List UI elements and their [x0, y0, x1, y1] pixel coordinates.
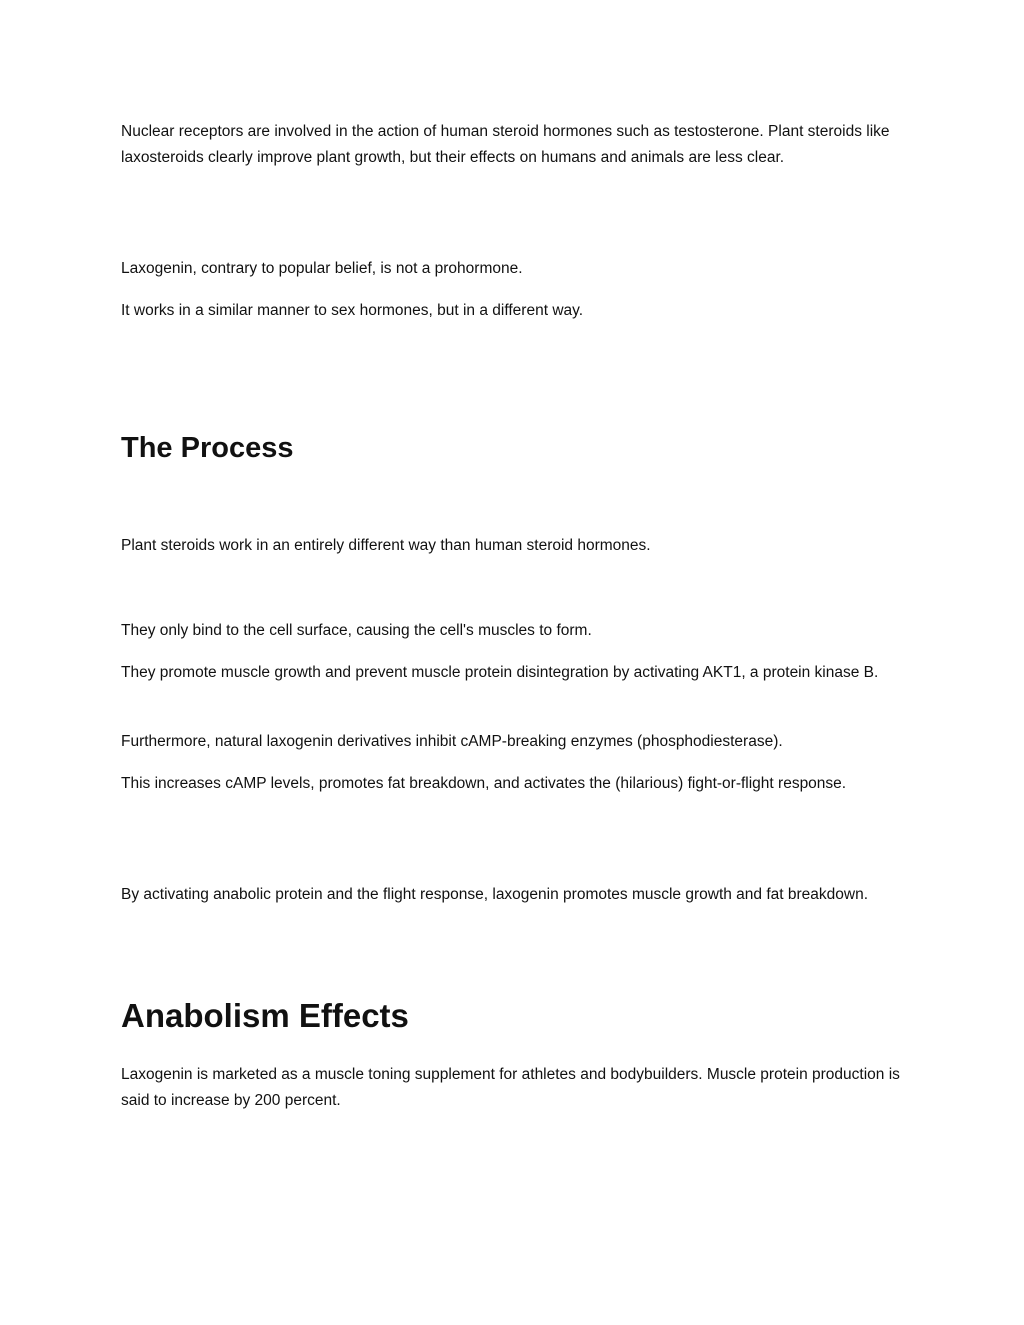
paragraph-plant-steroids: Plant steroids work in an entirely different way than human steroid hormones.	[121, 537, 651, 554]
paragraph-anabolic-protein: By activating anabolic protein and the flight response, laxogenin promotes muscle growth and fat breakdown.	[121, 886, 869, 903]
paragraph-akt1: They promote muscle growth and prevent muscle protein disintegration by activating AKT1, a protein kinase B.	[121, 664, 879, 681]
paragraph-camp-enzymes: Furthermore, natural laxogenin derivatives inhibit cAMP-breaking enzymes (phosphodiesterase).	[121, 733, 783, 750]
paragraph-marketed-supplement: Laxogenin is marketed as a muscle toning supplement for athletes and bodybuilders. Muscle protein production is said to increase by 200 percent.	[121, 1066, 900, 1109]
paragraph-nuclear-receptors: Nuclear receptors are involved in the action of human steroid hormones such as testosterone. Plant steroids like laxosteroids clearly improve plant growth, but their effects on humans and animals are less clear.	[121, 123, 890, 166]
paragraph-works-similar: It works in a similar manner to sex hormones, but in a different way.	[121, 302, 584, 319]
heading-anabolism-effects: Anabolism Effects	[121, 997, 409, 1034]
paragraph-not-prohormone: Laxogenin, contrary to popular belief, is not a prohormone.	[121, 260, 523, 277]
paragraph-camp-levels: This increases cAMP levels, promotes fat breakdown, and activates the (hilarious) fight-or-flight response.	[121, 775, 847, 792]
paragraph-cell-surface: They only bind to the cell surface, causing the cell's muscles to form.	[121, 622, 592, 639]
heading-the-process: The Process	[121, 432, 294, 464]
